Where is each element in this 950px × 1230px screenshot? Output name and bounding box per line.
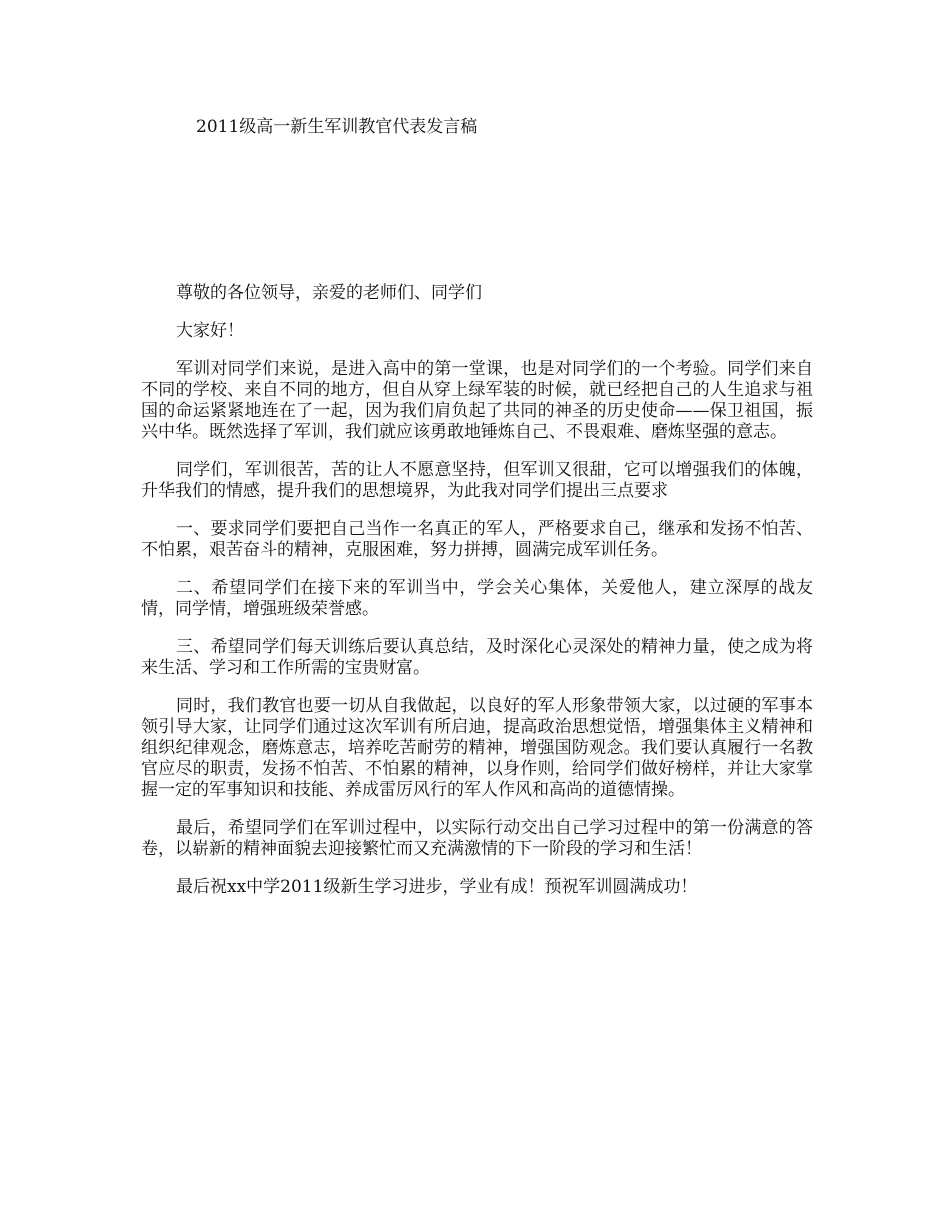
body-paragraph: 最后，希望同学们在军训过程中，以实际行动交出自己学习过程中的第一份满意的答卷，以崭新的精神面貌去迎接繁忙而又充满激情的下一阶段的学习和生活！ (141, 818, 813, 859)
closing-paragraph: 最后祝xx中学2011级新生学习进步，学业有成！预祝军训圆满成功！ (176, 877, 698, 897)
body-paragraph: 同时，我们教官也要一切从自我做起，以良好的军人形象带领大家，以过硬的军事本领引导大家，让同学们通过这次军训有所启迪，提高政治思想觉悟，增强集体主义精神和组织纪律观念，磨炼意志，培养吃苦耐劳的精神，增强国防观念。我们要认真履行一名教官应尽的职责，发扬不怕苦、不怕累的精神，以身作则，给同学们做好榜样，并让大家掌握一定的军事知识和技能、养成雷厉风行的军人作风和高尚的道德情操。 (141, 696, 813, 800)
body-paragraph: 同学们，军训很苦，苦的让人不愿意坚持，但军训又很甜，它可以增强我们的体魄，升华我们的情感，提升我们的思想境界，为此我对同学们提出三点要求 (141, 460, 813, 501)
greeting-paragraph: 大家好！ (176, 321, 244, 341)
body-paragraph: 军训对同学们来说，是进入高中的第一堂课，也是对同学们的一个考验。同学们来自不同的学校、来自不同的地方，但自从穿上绿军装的时候，就已经把自己的人生追求与祖国的命运紧紧地连在了一起，因为我们肩负起了共同的神圣的历史使命——保卫祖国，振兴中华。既然选择了军训，我们就应该勇敢地锤炼自己、不畏艰难、磨炼坚强的意志。 (141, 359, 813, 442)
salutation-paragraph: 尊敬的各位领导，亲爱的老师们、同学们 (176, 283, 482, 303)
document-title: 2011级高一新生军训教官代表发言稿 (196, 117, 478, 137)
document-body (141, 283, 813, 915)
requirement-paragraph-3: 三、希望同学们每天训练后要认真总结，及时深化心灵深处的精神力量，使之成为将来生活、学习和工作所需的宝贵财富。 (141, 637, 813, 678)
requirement-paragraph-2: 二、希望同学们在接下来的军训当中，学会关心集体，关爱他人，建立深厚的战友情，同学情，增强班级荣誉感。 (141, 578, 813, 619)
requirement-paragraph-1: 一、要求同学们要把自己当作一名真正的军人，严格要求自己，继承和发扬不怕苦、不怕累，艰苦奋斗的精神，克服困难，努力拼搏，圆满完成军训任务。 (141, 519, 813, 560)
